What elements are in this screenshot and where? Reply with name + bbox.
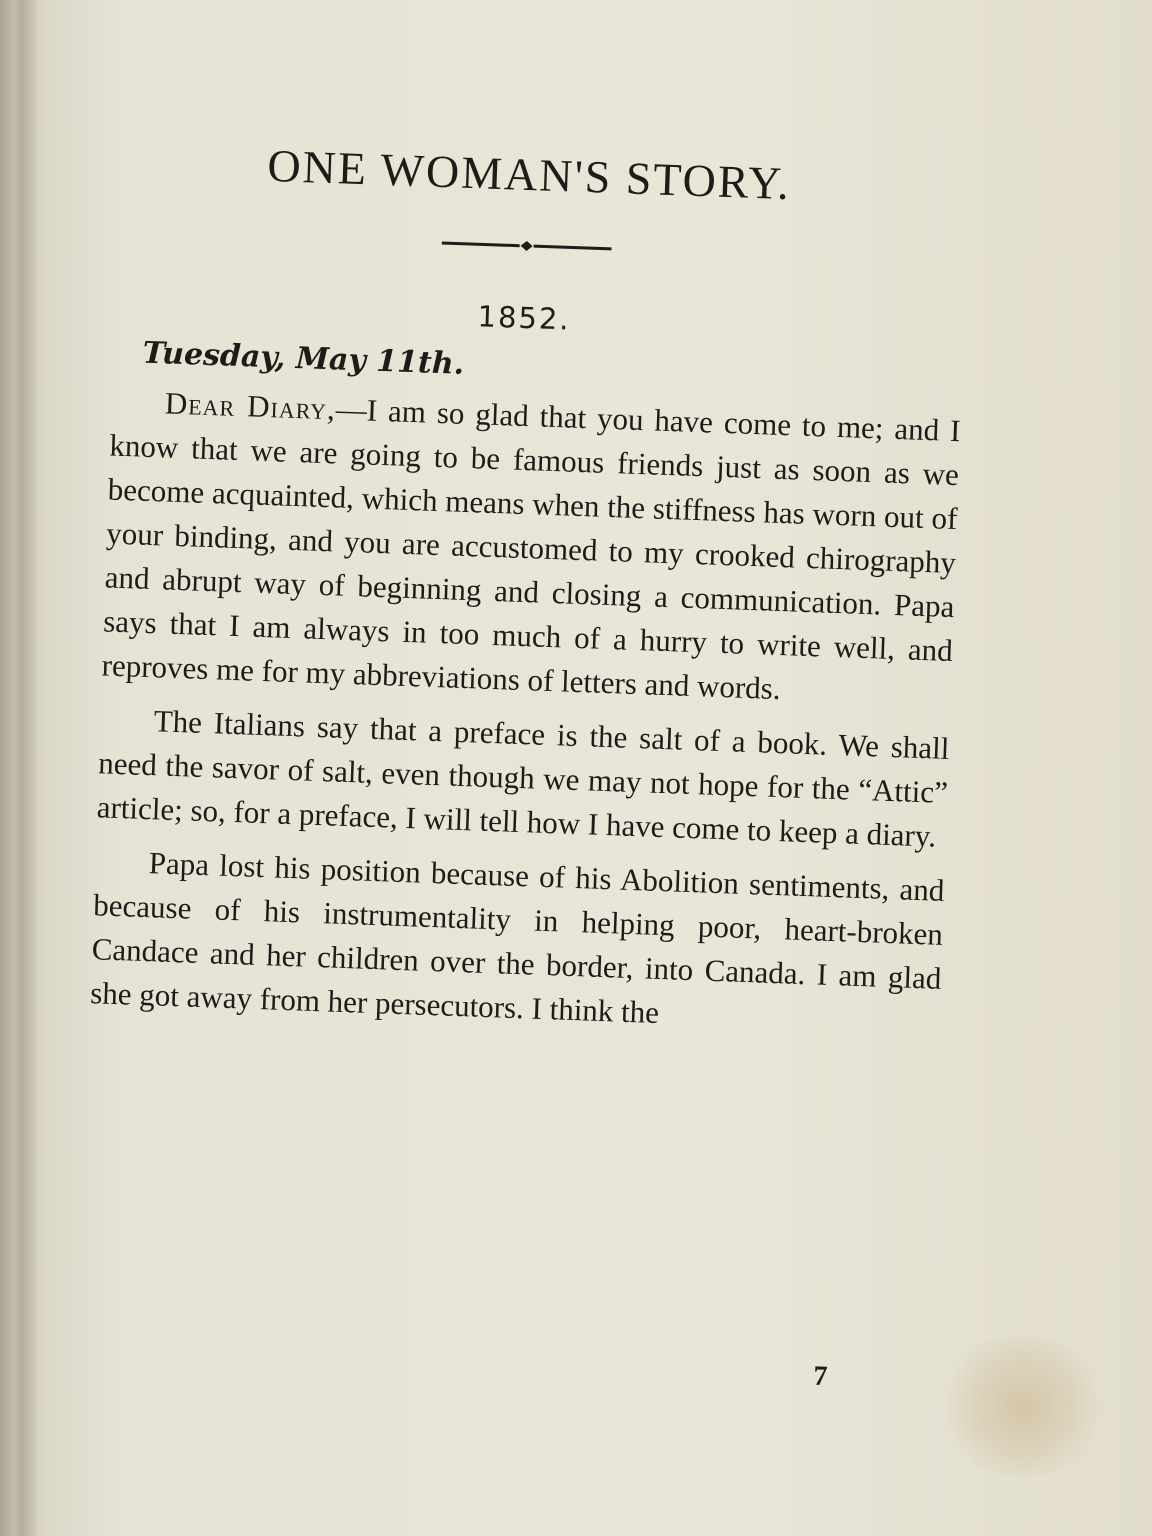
diary-year: 1852. (477, 298, 572, 337)
paragraph-1-text: —I am so glad that you have come to me; and I know that we are going to be famous friends just as soon as we become acquainted, which means when the stiffness has worn out of your binding, and you are accustomed to my crooked chirography and abrupt way of beginning and closing a communication. Papa says that I am always in too much of a hurry to write well, and reproves me for my abbreviations of letters and words. (101, 390, 962, 706)
book-title: ONE WOMAN'S STORY. (266, 139, 792, 210)
page-number: 7 (812, 1360, 828, 1393)
salutation: Dear Diary, (164, 385, 337, 426)
book-page-edge (0, 0, 38, 1536)
foxing-stain (932, 1336, 1112, 1476)
ornamental-rule-icon (441, 234, 612, 258)
paragraph-3: Papa lost his position because of his Abolition sentiments, and because of his instrumentality in helping poor, heart-broken Candace and her children over the border, into Canada. I am glad she got away from her persecutors. I think the (89, 844, 946, 1030)
book-page (45, 135, 970, 1465)
diary-entry-date: Tuesday, May 11th. (142, 335, 465, 382)
paragraph-2: The Italians say that a preface is the salt of a book. We shall need the savor of salt, even though we may not hope for the “Attic” article; so, for a preface, I will tell how I have come to keep a diary. (96, 702, 950, 854)
paragraph-1 (71, 378, 961, 717)
